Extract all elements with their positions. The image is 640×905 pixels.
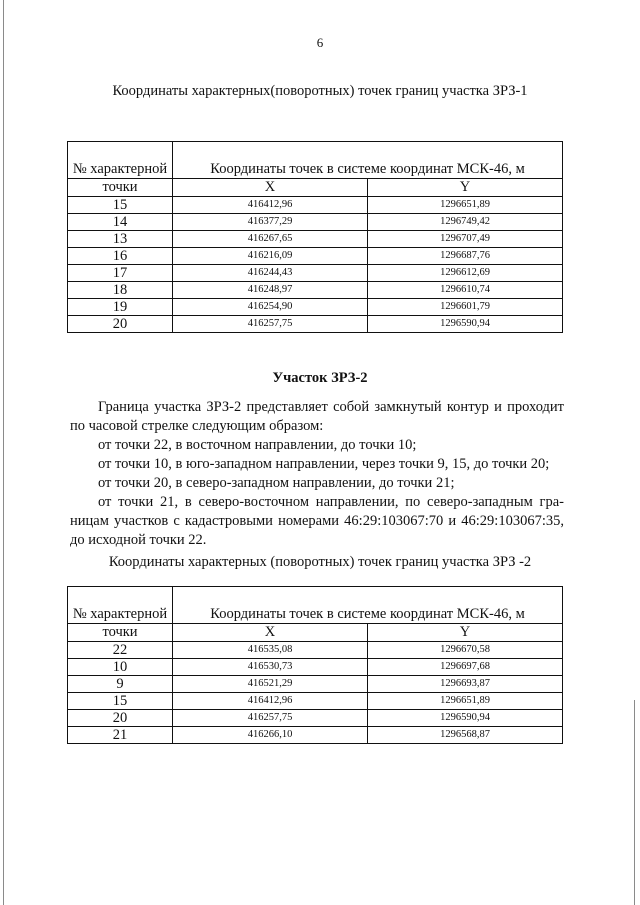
coord-x: 416257,75 [173, 316, 368, 333]
point-number: 16 [68, 248, 173, 265]
coord-x: 416377,29 [173, 214, 368, 231]
coord-y: 1296590,94 [368, 316, 563, 333]
table-row [68, 282, 563, 299]
paragraph-line: ницам участков с кадастровыми номерами 46:29:103067:70 и 46:29:103067:35, [70, 513, 564, 529]
coord-y: 1296693,87 [368, 676, 563, 693]
coord-x: 416216,09 [173, 248, 368, 265]
point-number: 10 [68, 659, 173, 676]
coord-x: 416412,96 [173, 693, 368, 710]
table-row [68, 316, 563, 333]
header-point-line1: № характерной [72, 160, 168, 177]
point-number: 9 [68, 676, 173, 693]
point-number: 21 [68, 727, 173, 744]
coord-y: 1296601,79 [368, 299, 563, 316]
boundary-description [70, 398, 564, 550]
coord-x: 416248,97 [173, 282, 368, 299]
coord-x: 416535,08 [173, 642, 368, 659]
scan-edge-right [634, 700, 635, 905]
point-number: 20 [68, 316, 173, 333]
coord-x: 416267,65 [173, 231, 368, 248]
coord-x: 416530,73 [173, 659, 368, 676]
table-row [68, 642, 563, 659]
table-row [68, 248, 563, 265]
paragraph-line: от точки 10, в юго-западном направлении, через точки 9, 15, до точки 20; [98, 456, 550, 472]
header-x: X [173, 624, 368, 642]
header-point-line1: № характерной [72, 605, 168, 622]
header-point-number [68, 142, 173, 179]
coord-y: 1296568,87 [368, 727, 563, 744]
coordinates-table-zrz1 [67, 141, 563, 333]
coord-x: 416244,43 [173, 265, 368, 282]
coord-y: 1296707,49 [368, 231, 563, 248]
coord-y: 1296612,69 [368, 265, 563, 282]
point-number: 19 [68, 299, 173, 316]
paragraph-line: от точки 20, в северо-западном направлении, до точки 21; [98, 475, 455, 491]
header-x: X [173, 179, 368, 197]
table-row [68, 693, 563, 710]
coord-y: 1296590,94 [368, 710, 563, 727]
paragraph-line: до исходной точки 22. [70, 532, 207, 548]
paragraph-line: от точки 22, в восточном направлении, до точки 10; [98, 437, 417, 453]
header-point-line2: точки [68, 179, 173, 197]
paragraph-line: по часовой стрелке следующим образом: [70, 418, 324, 434]
table-row [68, 231, 563, 248]
table-row [68, 710, 563, 727]
point-number: 15 [68, 197, 173, 214]
coordinates-table-zrz2 [67, 586, 563, 744]
table2-caption: Координаты характерных (поворотных) точек границ участка ЗРЗ -2 [108, 554, 532, 570]
coord-y: 1296687,76 [368, 248, 563, 265]
coord-y: 1296651,89 [368, 197, 563, 214]
table-row [68, 197, 563, 214]
coord-x: 416521,29 [173, 676, 368, 693]
table-row [68, 299, 563, 316]
header-coordinates: Координаты точек в системе координат МСК-46, м [173, 587, 563, 624]
point-number: 17 [68, 265, 173, 282]
coord-x: 416412,96 [173, 197, 368, 214]
point-number: 14 [68, 214, 173, 231]
table1-caption: Координаты характерных(поворотных) точек границ участка ЗРЗ-1 [112, 83, 528, 99]
table-row [68, 727, 563, 744]
coord-y: 1296697,68 [368, 659, 563, 676]
coord-x: 416257,75 [173, 710, 368, 727]
header-y: Y [368, 179, 563, 197]
coord-y: 1296670,58 [368, 642, 563, 659]
header-point-number [68, 587, 173, 624]
coord-y: 1296749,42 [368, 214, 563, 231]
page-number: 6 [316, 35, 324, 50]
coord-x: 416254,90 [173, 299, 368, 316]
point-number: 15 [68, 693, 173, 710]
scan-edge-left [3, 0, 4, 905]
table-row [68, 659, 563, 676]
header-y: Y [368, 624, 563, 642]
table-row [68, 214, 563, 231]
table-row [68, 265, 563, 282]
table-row [68, 676, 563, 693]
point-number: 18 [68, 282, 173, 299]
point-number: 13 [68, 231, 173, 248]
coord-y: 1296651,89 [368, 693, 563, 710]
paragraph-line: от точки 21, в северо-восточном направлении, по северо-западным гра- [98, 494, 564, 510]
section-title: Участок ЗРЗ-2 [272, 370, 368, 386]
header-coordinates: Координаты точек в системе координат МСК-46, м [173, 142, 563, 179]
paragraph-line: Граница участка ЗРЗ-2 представляет собой замкнутый контур и проходит [98, 399, 564, 415]
header-point-line2: точки [68, 624, 173, 642]
point-number: 20 [68, 710, 173, 727]
coord-y: 1296610,74 [368, 282, 563, 299]
coord-x: 416266,10 [173, 727, 368, 744]
point-number: 22 [68, 642, 173, 659]
